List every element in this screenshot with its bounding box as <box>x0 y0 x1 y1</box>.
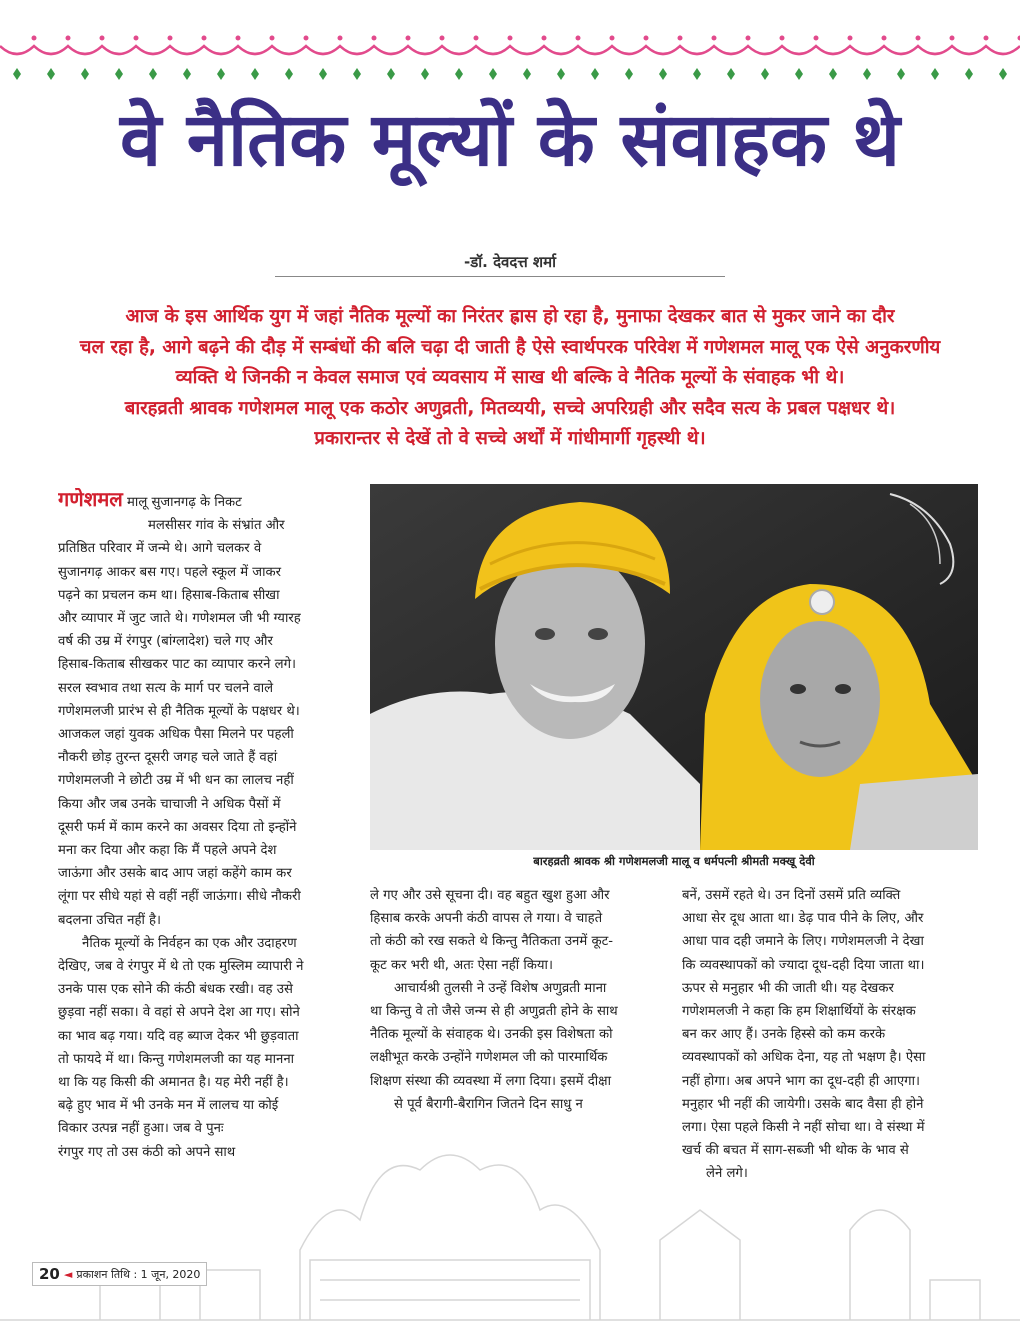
column-line: नौकरी छोड़ तुरन्त दूसरी जगह चले जाते हैं वहां <box>58 750 278 766</box>
intro-line: व्यक्ति थे जिनकी न केवल समाज एवं व्यवसाय में साख थी बल्कि वे नैतिक मूल्यों के संवाहक भी थे। <box>175 367 845 388</box>
article-column-2 <box>370 884 662 1116</box>
intro-line: चल रहा है, आगे बढ़ने की दौड़ में सम्बंधों की बलि चढ़ा दी जाती है ऐसे स्वार्थपरक परिवेश में गणेशमल मालू एक ऐसे अनुकरणीय <box>79 336 941 358</box>
column-line: बनें, उसमें रहते थे। उन दिनों उसमें प्रति व्यक्ति <box>682 888 901 903</box>
column-body <box>58 537 350 1163</box>
column-line: तो कंठी को रख सकते थे किन्तु नैतिकता उनमें कूट- <box>370 934 613 950</box>
column-line: लेने लगे। <box>706 1166 748 1182</box>
column-line: नैतिक मूल्यों के निर्वहन का एक और उदाहरण <box>82 935 297 951</box>
column-line: छुड़वा नहीं सका। वे वहां से अपने देश आ गए। सोने <box>58 1005 300 1021</box>
column-line: था कि यह किसी की अमानत है। यह मेरी नहीं है। <box>58 1075 289 1091</box>
column-line: मनुहार भी नहीं की जायेगी। उसके बाद वैसा ही होने <box>682 1096 924 1112</box>
column-line: गणेशमलजी प्रारंभ से ही नैतिक मूल्यों के पक्षधर थे। <box>58 703 300 719</box>
column-line: गणेशमलजी ने छोटी उम्र में भी धन का लालच नहीं <box>58 773 294 789</box>
column-line: पढ़ने का प्रचलन कम था। हिसाब-किताब सीखा <box>58 587 280 603</box>
publication-date: प्रकाशन तिथि : 1 जून, 2020 <box>76 1267 201 1281</box>
column-line: आधा सेर दूध आता था। डेढ़ पाव पीने के लिए, और <box>682 911 924 927</box>
column-line: व्यवस्थापकों को अधिक देना, यह तो भक्षण है। ऐसा <box>682 1050 926 1066</box>
column-line: सुजानगढ़ आकर बस गए। पहले स्कूल में जाकर <box>58 564 282 580</box>
column-line: ले गए और उसे सूचना दी। वह बहुत खुश हुआ और <box>370 888 610 903</box>
column-line <box>58 514 350 537</box>
column-line: हिसाब करके अपनी कंठी वापस ले गया। वे चाहते <box>370 911 603 927</box>
photo-caption: बारहव्रती श्रावक श्री गणेशमलजी मालू व धर्मपत्नी श्रीमती मक्खू देवी <box>533 854 815 868</box>
column-line: रंगपुर गए तो उस कंठी को अपने साथ <box>58 1144 236 1160</box>
column-line: और व्यापार में जुट जाते थे। गणेशमल जी भी ग्यारह <box>58 611 301 627</box>
column-line: वर्ष की उम्र में रंगपुर (बांग्लादेश) चले गए और <box>58 634 273 650</box>
page-number: 20 <box>39 1265 60 1283</box>
column-line: कूट कर भरी थी, अतः ऐसा नहीं किया। <box>370 957 553 973</box>
column-line: था किन्तु वे तो जैसे जन्म से ही अणुव्रती होने के साथ <box>370 1004 618 1020</box>
column-line: सरल स्वभाव तथा सत्य के मार्ग पर चलने वाले <box>58 680 274 696</box>
couple-photo <box>370 484 978 850</box>
column-line: बदलना उचित नहीं है। <box>58 912 162 928</box>
column-line: मना कर दिया और कहा कि मैं पहले अपने देश <box>58 843 277 859</box>
column-line: आचार्यश्री तुलसी ने उन्हें विशेष अणुव्रती माना <box>394 980 607 996</box>
article-column-1 <box>58 488 350 1164</box>
column-line: कि व्यवस्थापकों को ज्यादा दूध-दही दिया जाता था। <box>682 957 925 973</box>
column-body <box>370 884 662 1116</box>
column-line: गणेशमलजी ने कहा कि हम शिक्षार्थियों के संरक्षक <box>682 1004 916 1020</box>
column-line: लगा। ऐसा पहले किसी ने नहीं सोचा था। वे संस्था में <box>682 1120 925 1136</box>
column-line: नहीं होगा। अब अपने भाग का दूध-दही ही आएगा। <box>682 1073 920 1089</box>
author-byline: -डॉ. देवदत्त शर्मा <box>464 253 556 271</box>
column-line-text: मलसीसर गांव के संभ्रांत और <box>148 518 285 534</box>
column-line: तो फायदे में था। किन्तु गणेशमलजी का यह मानना <box>58 1051 295 1067</box>
column-body <box>682 884 978 1186</box>
column-line: दूसरी फर्म में काम करने का अवसर दिया तो इन्होंने <box>58 819 297 835</box>
intro-paragraph <box>40 302 980 455</box>
column-line: आजकल जहां युवक अधिक पैसा मिलने पर पहली <box>58 727 294 743</box>
intro-line: प्रकारान्तर से देखें तो वे सच्चे अर्थों में गांधीमार्गी गृहस्थी थे। <box>314 428 706 449</box>
column-line: से पूर्व बैरागी-बैरागिन जितने दिन साधु न <box>394 1096 583 1112</box>
lead-word: गणेशमल <box>58 488 123 511</box>
column-line-text: मालू सुजानगढ़ के निकट <box>127 495 242 510</box>
column-line: का भाव बढ़ गया। यदि वह ब्याज देकर भी छुड़वाता <box>58 1028 299 1044</box>
intro-line: आज के इस आर्थिक युग में जहां नैतिक मूल्यों का निरंतर ह्रास हो रहा है, मुनाफा देखकर बात से मुकर जाने का दौर <box>125 306 895 327</box>
column-line: विकार उत्पन्न नहीं हुआ। जब वे पुनः <box>58 1121 224 1137</box>
arrow-left-icon: ◄ <box>63 1267 73 1281</box>
intro-line: बारहव्रती श्रावक गणेशमल मालू एक कठोर अणुव्रती, मितव्ययी, सच्चे अपरिग्रही और सदैव सत्य के प्रबल पक्षधर थे। <box>124 397 896 419</box>
column-line: किया और जब उनके चाचाजी ने अधिक पैसों में <box>58 796 281 812</box>
column-line: हिसाब-किताब सीखकर पाट का व्यापार करने लगे। <box>58 657 297 673</box>
column-line: देखिए, जब वे रंगपुर में थे तो एक मुस्लिम व्यापारी ने <box>58 959 304 975</box>
column-line: नैतिक मूल्यों के संवाहक थे। उनकी इस विशेषता को <box>370 1027 613 1043</box>
photo-illustration <box>370 484 978 850</box>
page-title: वे नैतिक मूल्यों के संवाहक थे <box>120 97 900 183</box>
article-column-3 <box>682 884 978 1186</box>
column-line: ऊपर से मनुहार भी की जाती थी। यह देखकर <box>682 980 894 996</box>
column-line: लूंगा पर सीधे यहां से वहीं नहीं जाऊंगा। सीधे नौकरी <box>58 889 301 905</box>
column-line: जाऊंगा और उसके बाद आप जहां कहेंगे काम कर <box>58 866 292 882</box>
column-line: प्रतिष्ठित परिवार में जन्मे थे। आगे चलकर वे <box>58 541 262 557</box>
column-line <box>58 488 350 514</box>
column-line: लक्षीभूत करके उन्होंने गणेशमल जी को पारमार्थिक <box>370 1050 608 1066</box>
page-footer <box>32 1262 207 1286</box>
author-divider <box>275 276 725 277</box>
column-line: बढ़े हुए भाव में भी उनके मन में लालच या कोई <box>58 1098 279 1114</box>
column-line: खर्च की बचत में साग-सब्जी भी थोक के भाव से <box>682 1143 909 1159</box>
decorative-top-border <box>0 28 1020 88</box>
column-line: आधा पाव दही जमाने के लिए। गणेशमलजी ने देखा <box>682 934 924 950</box>
column-line: बन कर आए हैं। उनके हिस्से को कम करके <box>682 1027 886 1043</box>
column-line: शिक्षण संस्था की व्यवस्था में लगा दिया। इसमें दीक्षा <box>370 1073 611 1089</box>
column-line: उनके पास एक सोने की कंठी बंधक रखी। वह उसे <box>58 982 293 998</box>
